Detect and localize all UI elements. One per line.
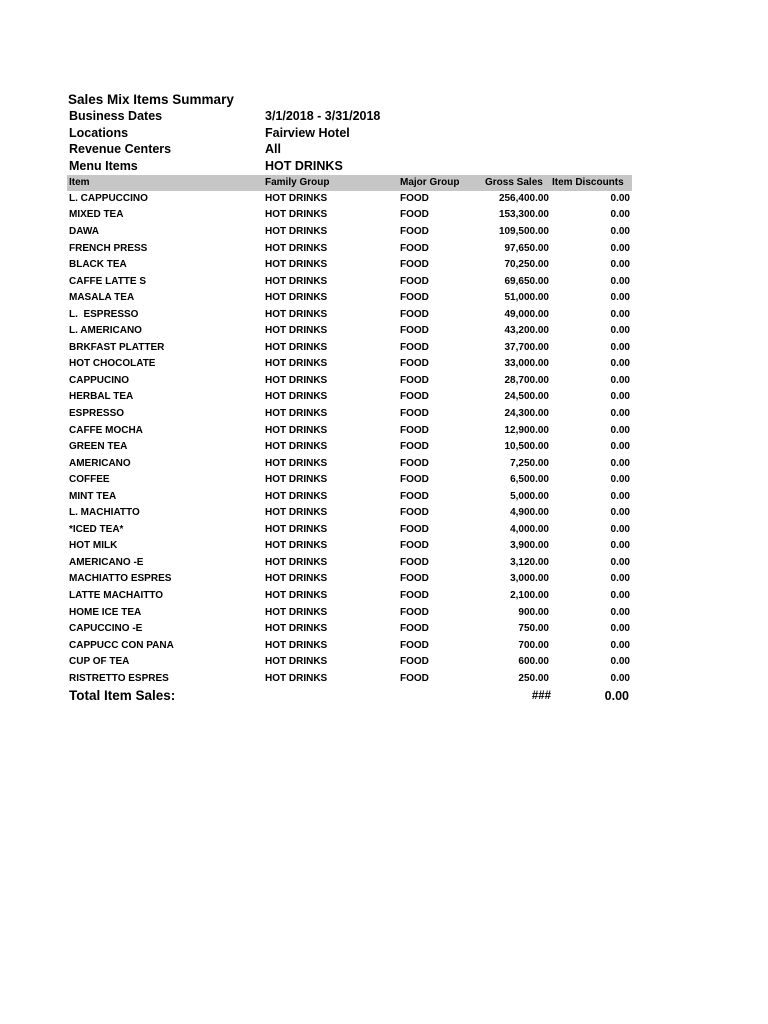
cell-family-group: HOT DRINKS <box>265 407 328 419</box>
table-row <box>67 373 632 390</box>
table-row <box>67 439 632 456</box>
sales-mix-report <box>67 91 632 705</box>
cell-major-group: FOOD <box>400 341 429 353</box>
cell-major-group: FOOD <box>400 441 429 453</box>
cell-family-group: HOT DRINKS <box>265 474 328 486</box>
cell-gross-sales: 69,650.00 <box>504 275 549 287</box>
column-header-family-group: Family Group <box>265 176 330 188</box>
cell-gross-sales: 250.00 <box>518 672 549 684</box>
table-row <box>67 671 632 688</box>
cell-gross-sales: 600.00 <box>518 656 549 668</box>
meta-row-locations <box>67 125 632 142</box>
cell-gross-sales: 4,900.00 <box>510 507 549 519</box>
table-row <box>67 621 632 638</box>
cell-family-group: HOT DRINKS <box>265 209 328 221</box>
cell-gross-sales: 10,500.00 <box>504 441 549 453</box>
table-row <box>67 505 632 522</box>
table-header <box>67 175 632 191</box>
table-row <box>67 638 632 655</box>
meta-label: Locations <box>69 125 129 140</box>
cell-family-group: HOT DRINKS <box>265 192 328 204</box>
cell-item-discounts: 0.00 <box>610 275 630 287</box>
cell-family-group: HOT DRINKS <box>265 523 328 535</box>
cell-item-discounts: 0.00 <box>610 341 630 353</box>
column-header-gross-sales: Gross Sales <box>485 176 543 188</box>
cell-item: BRKFAST PLATTER <box>69 341 165 353</box>
cell-item: L. ESPRESSO <box>69 308 139 320</box>
cell-major-group: FOOD <box>400 292 429 304</box>
cell-family-group: HOT DRINKS <box>265 225 328 237</box>
cell-gross-sales: 49,000.00 <box>504 308 549 320</box>
table-row <box>67 588 632 605</box>
meta-row-business-dates <box>67 108 632 125</box>
cell-family-group: HOT DRINKS <box>265 507 328 519</box>
cell-family-group: HOT DRINKS <box>265 540 328 552</box>
cell-gross-sales: 4,000.00 <box>510 523 549 535</box>
cell-family-group: HOT DRINKS <box>265 573 328 585</box>
cell-item: AMERICANO -E <box>69 556 144 568</box>
table-row <box>67 456 632 473</box>
cell-gross-sales: 153,300.00 <box>498 209 549 221</box>
cell-item-discounts: 0.00 <box>610 606 630 618</box>
table-row <box>67 356 632 373</box>
table-row <box>67 207 632 224</box>
table-row <box>67 654 632 671</box>
cell-item: COFFEE <box>69 474 110 486</box>
cell-item-discounts: 0.00 <box>610 590 630 601</box>
column-header-item: Item <box>69 176 90 188</box>
cell-item: FRENCH PRESS <box>69 242 148 254</box>
cell-item: CUP OF TEA <box>69 656 130 668</box>
total-item-discounts: 0.00 <box>604 689 629 704</box>
cell-major-group: FOOD <box>400 590 429 601</box>
cell-item-discounts: 0.00 <box>610 540 630 552</box>
table-row <box>67 307 632 324</box>
cell-major-group: FOOD <box>400 225 429 237</box>
cell-item: ESPRESSO <box>69 407 125 419</box>
cell-gross-sales: 3,900.00 <box>510 540 549 552</box>
cell-item-discounts: 0.00 <box>610 457 630 469</box>
cell-major-group: FOOD <box>400 308 429 320</box>
cell-major-group: FOOD <box>400 490 429 502</box>
cell-item-discounts: 0.00 <box>610 391 630 403</box>
cell-major-group: FOOD <box>400 457 429 469</box>
table-row <box>67 257 632 274</box>
meta-row-menu-items <box>67 158 632 175</box>
cell-gross-sales: 109,500.00 <box>498 225 549 237</box>
cell-family-group: HOT DRINKS <box>265 556 328 568</box>
cell-item: HERBAL TEA <box>69 391 134 403</box>
cell-major-group: FOOD <box>400 573 429 585</box>
cell-gross-sales: 7,250.00 <box>510 457 549 469</box>
cell-item: HOME ICE TEA <box>69 606 142 618</box>
cell-item-discounts: 0.00 <box>610 639 630 651</box>
meta-label: Business Dates <box>69 109 163 123</box>
cell-item: MASALA TEA <box>69 292 135 304</box>
cell-item: CAPUCCINO -E <box>69 623 143 635</box>
cell-item-discounts: 0.00 <box>610 259 630 271</box>
cell-gross-sales: 3,000.00 <box>510 573 549 585</box>
table-row <box>67 290 632 307</box>
cell-family-group: HOT DRINKS <box>265 374 328 386</box>
cell-major-group: FOOD <box>400 606 429 618</box>
cell-gross-sales: 33,000.00 <box>504 358 549 370</box>
cell-item-discounts: 0.00 <box>610 225 630 237</box>
cell-major-group: FOOD <box>400 358 429 370</box>
cell-gross-sales: 2,100.00 <box>510 590 549 601</box>
cell-item: DAWA <box>69 225 99 237</box>
report-title: Sales Mix Items Summary <box>68 92 234 107</box>
cell-family-group: HOT DRINKS <box>265 639 328 651</box>
cell-family-group: HOT DRINKS <box>265 358 328 370</box>
meta-value: All <box>265 142 281 157</box>
cell-major-group: FOOD <box>400 639 429 651</box>
table-row <box>67 423 632 440</box>
cell-major-group: FOOD <box>400 275 429 287</box>
cell-major-group: FOOD <box>400 507 429 519</box>
cell-gross-sales: 12,900.00 <box>504 424 549 436</box>
table-row <box>67 224 632 241</box>
table-row <box>67 555 632 572</box>
cell-item-discounts: 0.00 <box>610 523 630 535</box>
cell-major-group: FOOD <box>400 407 429 419</box>
cell-gross-sales: 37,700.00 <box>504 341 549 353</box>
cell-family-group: HOT DRINKS <box>265 292 328 304</box>
cell-gross-sales: 700.00 <box>518 639 549 651</box>
cell-family-group: HOT DRINKS <box>265 457 328 469</box>
cell-item: MIXED TEA <box>69 209 124 221</box>
cell-family-group: HOT DRINKS <box>265 259 328 271</box>
cell-family-group: HOT DRINKS <box>265 275 328 287</box>
cell-item-discounts: 0.00 <box>610 672 630 684</box>
cell-item: L. AMERICANO <box>69 325 142 337</box>
cell-item-discounts: 0.00 <box>610 507 630 519</box>
cell-major-group: FOOD <box>400 474 429 486</box>
meta-label: Menu Items <box>69 158 138 173</box>
cell-item-discounts: 0.00 <box>610 490 630 502</box>
meta-value: HOT DRINKS <box>265 158 343 173</box>
cell-gross-sales: 3,120.00 <box>510 556 549 568</box>
cell-family-group: HOT DRINKS <box>265 441 328 453</box>
report-meta <box>67 108 632 174</box>
cell-gross-sales: 750.00 <box>518 623 549 635</box>
cell-family-group: HOT DRINKS <box>265 308 328 320</box>
table-row <box>67 274 632 291</box>
cell-item: BLACK TEA <box>69 259 127 271</box>
cell-item-discounts: 0.00 <box>610 407 630 419</box>
cell-major-group: FOOD <box>400 556 429 568</box>
cell-item: HOT CHOCOLATE <box>69 358 156 370</box>
cell-family-group: HOT DRINKS <box>265 656 328 668</box>
cell-item: CAPPUCINO <box>69 374 130 386</box>
cell-gross-sales: 70,250.00 <box>504 259 549 271</box>
table-row <box>67 605 632 622</box>
table-row <box>67 522 632 539</box>
cell-item-discounts: 0.00 <box>610 623 630 635</box>
cell-item: MACHIATTO ESPRES <box>69 573 172 585</box>
cell-major-group: FOOD <box>400 672 429 684</box>
table-row <box>67 406 632 423</box>
cell-major-group: FOOD <box>400 540 429 552</box>
cell-family-group: HOT DRINKS <box>265 424 328 436</box>
cell-major-group: FOOD <box>400 391 429 403</box>
cell-gross-sales: 6,500.00 <box>510 474 549 486</box>
cell-family-group: HOT DRINKS <box>265 672 328 684</box>
cell-item-discounts: 0.00 <box>610 192 630 204</box>
cell-major-group: FOOD <box>400 656 429 668</box>
cell-gross-sales: 256,400.00 <box>498 192 549 204</box>
cell-item-discounts: 0.00 <box>610 656 630 668</box>
cell-item: MINT TEA <box>69 490 117 502</box>
cell-item-discounts: 0.00 <box>610 474 630 486</box>
meta-value: 3/1/2018 - 3/31/2018 <box>265 109 381 123</box>
table-row <box>67 340 632 357</box>
cell-gross-sales: 28,700.00 <box>504 374 549 386</box>
cell-major-group: FOOD <box>400 523 429 535</box>
cell-item-discounts: 0.00 <box>610 325 630 337</box>
table-row <box>67 241 632 258</box>
cell-item-discounts: 0.00 <box>610 573 630 585</box>
table-row <box>67 389 632 406</box>
cell-item-discounts: 0.00 <box>610 556 630 568</box>
cell-major-group: FOOD <box>400 325 429 337</box>
total-gross-sales: ### <box>531 690 551 703</box>
cell-family-group: HOT DRINKS <box>265 341 328 353</box>
cell-family-group: HOT DRINKS <box>265 623 328 635</box>
cell-item-discounts: 0.00 <box>610 441 630 453</box>
table-row <box>67 472 632 489</box>
cell-item: CAFFE LATTE S <box>69 275 147 287</box>
cell-item: L. MACHIATTO <box>69 507 140 519</box>
cell-major-group: FOOD <box>400 623 429 635</box>
cell-item: CAPPUCC CON PANA <box>69 639 174 651</box>
cell-item-discounts: 0.00 <box>610 374 630 386</box>
cell-item-discounts: 0.00 <box>610 424 630 436</box>
cell-major-group: FOOD <box>400 242 429 254</box>
table-row <box>67 489 632 506</box>
cell-major-group: FOOD <box>400 209 429 221</box>
cell-gross-sales: 43,200.00 <box>504 325 549 337</box>
table-body <box>67 191 632 687</box>
total-label: Total Item Sales: <box>69 688 176 704</box>
table-row <box>67 538 632 555</box>
cell-gross-sales: 51,000.00 <box>504 292 549 304</box>
cell-item: GREEN TEA <box>69 441 128 453</box>
cell-family-group: HOT DRINKS <box>265 490 328 502</box>
cell-gross-sales: 24,300.00 <box>504 407 549 419</box>
table-row <box>67 571 632 588</box>
cell-item: LATTE MACHAITTO <box>69 590 164 601</box>
cell-item-discounts: 0.00 <box>610 308 630 320</box>
total-row <box>67 687 632 705</box>
cell-item: AMERICANO <box>69 457 131 469</box>
meta-label: Revenue Centers <box>69 142 172 157</box>
cell-major-group: FOOD <box>400 192 429 204</box>
cell-item: CAFFE MOCHA <box>69 424 143 436</box>
cell-item: *ICED TEA* <box>69 523 124 535</box>
cell-major-group: FOOD <box>400 259 429 271</box>
table-row <box>67 191 632 208</box>
cell-family-group: HOT DRINKS <box>265 590 328 601</box>
cell-item-discounts: 0.00 <box>610 358 630 370</box>
cell-item-discounts: 0.00 <box>610 292 630 304</box>
cell-item: RISTRETTO ESPRES <box>69 672 169 684</box>
cell-family-group: HOT DRINKS <box>265 606 328 618</box>
cell-gross-sales: 900.00 <box>518 606 549 618</box>
cell-item-discounts: 0.00 <box>610 242 630 254</box>
column-header-major-group: Major Group <box>400 176 460 188</box>
cell-gross-sales: 24,500.00 <box>504 391 549 403</box>
cell-major-group: FOOD <box>400 424 429 436</box>
meta-row-revenue-centers <box>67 141 632 158</box>
cell-item-discounts: 0.00 <box>610 209 630 221</box>
cell-family-group: HOT DRINKS <box>265 242 328 254</box>
column-header-item-discounts: Item Discounts <box>552 176 624 188</box>
table-row <box>67 323 632 340</box>
cell-major-group: FOOD <box>400 374 429 386</box>
cell-family-group: HOT DRINKS <box>265 391 328 403</box>
cell-gross-sales: 5,000.00 <box>510 490 549 502</box>
cell-gross-sales: 97,650.00 <box>504 242 549 254</box>
cell-item: L. CAPPUCCINO <box>69 192 148 204</box>
cell-family-group: HOT DRINKS <box>265 325 328 337</box>
cell-item: HOT MILK <box>69 540 118 552</box>
meta-value: Fairview Hotel <box>265 125 350 140</box>
